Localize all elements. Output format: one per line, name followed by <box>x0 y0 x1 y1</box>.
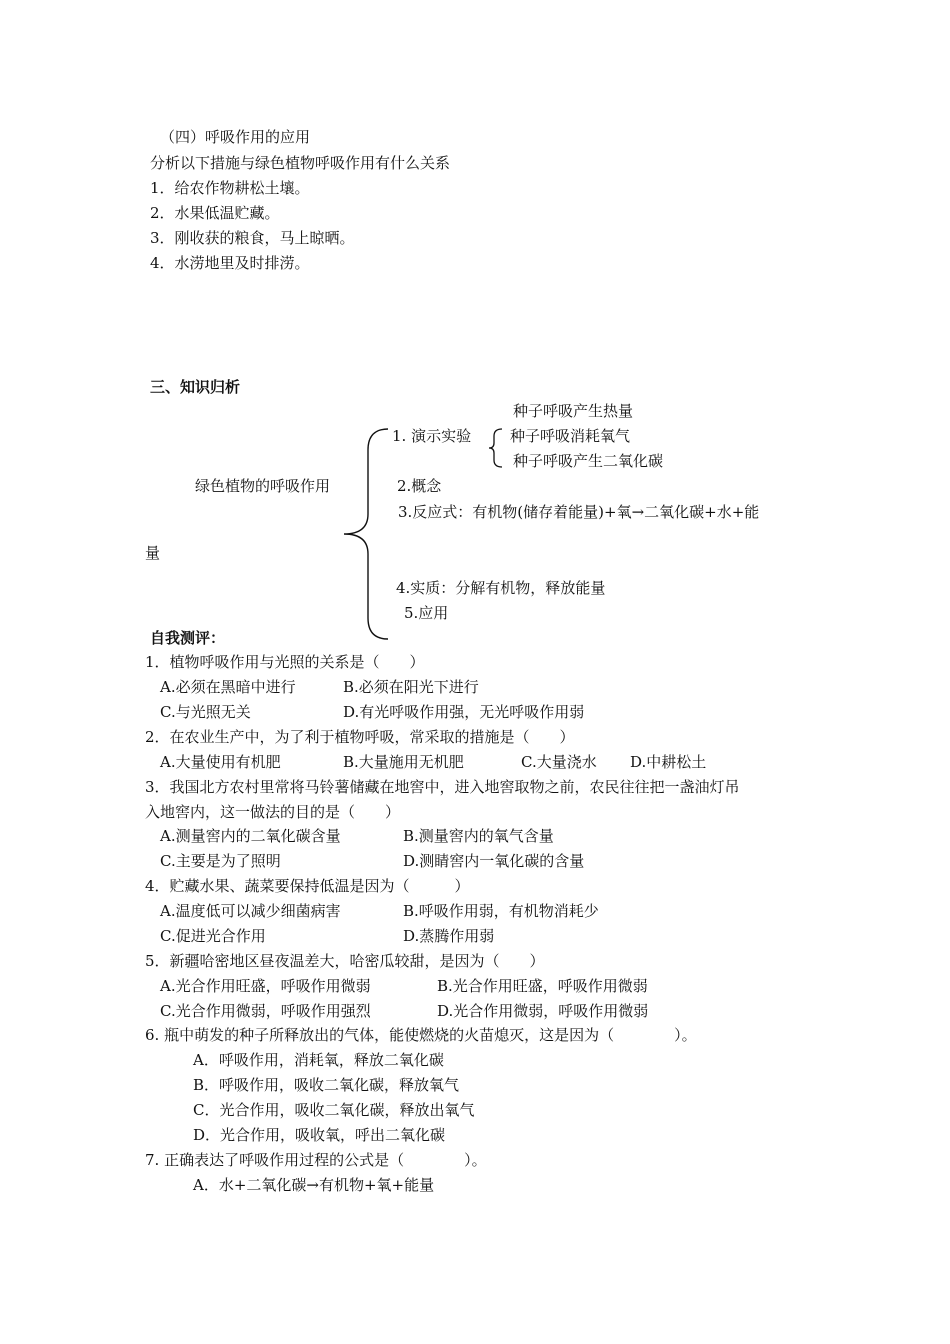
list-item: 4．水涝地里及时排涝。 <box>150 254 310 272</box>
option: D.光合作用微弱，呼吸作用微弱 <box>437 1002 649 1020</box>
option: C.促进光合作用 <box>160 927 266 945</box>
summary-root: 绿色植物的呼吸作用 <box>195 477 331 495</box>
option: B.光合作用旺盛，呼吸作用微弱 <box>437 977 648 995</box>
option: D.蒸腾作用弱 <box>403 927 495 945</box>
option: B．呼吸作用，吸收二氧化碳，释放氧气 <box>193 1076 460 1094</box>
option: A.测量窖内的二氧化碳含量 <box>160 827 341 845</box>
option: C．光合作用，吸收二氧化碳，释放出氧气 <box>193 1101 475 1119</box>
option: A.光合作用旺盛，呼吸作用微弱 <box>160 977 371 995</box>
experiment-item: 种子呼吸产生热量 <box>513 402 634 420</box>
summary-branch-5: 5.应用 <box>404 604 449 622</box>
option: B.必须在阳光下进行 <box>343 678 479 696</box>
option: B.测量窖内的氧气含量 <box>403 827 554 845</box>
list-item: 3．刚收获的粮食，马上晾晒。 <box>150 229 355 247</box>
option: B.呼吸作用弱，有机物消耗少 <box>403 902 599 920</box>
option: A.大量使用有机肥 <box>160 753 281 771</box>
summary-heading: 三、知识归析 <box>150 378 241 396</box>
large-brace <box>342 428 392 640</box>
summary-branch-3: 3.反应式：有机物(储存着能量)+氧→二氧化碳+水+能 <box>398 503 760 521</box>
option: D.有光呼吸作用强，无光呼吸作用弱 <box>343 703 585 721</box>
option: B.大量施用无机肥 <box>343 753 464 771</box>
quiz-heading: 自我测评： <box>150 629 226 647</box>
option: D.中耕松土 <box>630 753 707 771</box>
option: C.大量浇水 <box>521 753 597 771</box>
option: A．呼吸作用，消耗氧，释放二氧化碳 <box>193 1051 444 1069</box>
summary-branch-3-wrap: 量 <box>145 544 161 562</box>
summary-branch-1: 1. 演示实验 <box>392 427 472 445</box>
question-7: 7. 正确表达了呼吸作用过程的公式是（ ）。 <box>145 1151 487 1169</box>
question-3-cont: 入地窖内，这一做法的目的是（ ） <box>145 803 401 821</box>
experiment-item: 种子呼吸产生二氧化碳 <box>513 452 664 470</box>
option: A.温度低可以减少细菌病害 <box>160 902 341 920</box>
summary-branch-2: 2.概念 <box>397 477 442 495</box>
question-2: 2．在农业生产中，为了利于植物呼吸，常采取的措施是（ ） <box>145 728 575 746</box>
question-4: 4．贮藏水果、蔬菜要保持低温是因为（ ） <box>145 877 470 895</box>
option: C.主要是为了照明 <box>160 852 281 870</box>
section-title: （四）呼吸作用的应用 <box>160 128 311 146</box>
question-1: 1．植物呼吸作用与光照的关系是（ ） <box>145 653 425 671</box>
option: D.测睛窖内一氧化碳的含量 <box>403 852 585 870</box>
experiment-item: 种子呼吸消耗氧气 <box>510 427 631 445</box>
option: D．光合作用，吸收氧，呼出二氧化碳 <box>193 1126 446 1144</box>
question-6: 6. 瓶中萌发的种子所释放出的气体，能使燃烧的火苗熄灭，这是因为（ ）。 <box>145 1026 697 1044</box>
list-item: 1．给农作物耕松土壤。 <box>150 179 310 197</box>
question-3: 3．我国北方农村里常将马铃薯储藏在地窖中，进入地窖取物之前，农民往往把一盏油灯吊 <box>145 778 740 796</box>
option: C.与光照无关 <box>160 703 251 721</box>
option: A.必须在黑暗中进行 <box>160 678 296 696</box>
summary-branch-4: 4.实质：分解有机物，释放能量 <box>396 579 606 597</box>
list-item: 2．水果低温贮藏。 <box>150 204 280 222</box>
option: A．水+二氧化碳→有机物+氧+能量 <box>193 1176 435 1194</box>
option: C.光合作用微弱，呼吸作用强烈 <box>160 1002 371 1020</box>
small-brace <box>488 428 508 468</box>
section-intro: 分析以下措施与绿色植物呼吸作用有什么关系 <box>150 154 451 172</box>
question-5: 5．新疆哈密地区昼夜温差大，哈密瓜较甜，是因为（ ） <box>145 952 545 970</box>
